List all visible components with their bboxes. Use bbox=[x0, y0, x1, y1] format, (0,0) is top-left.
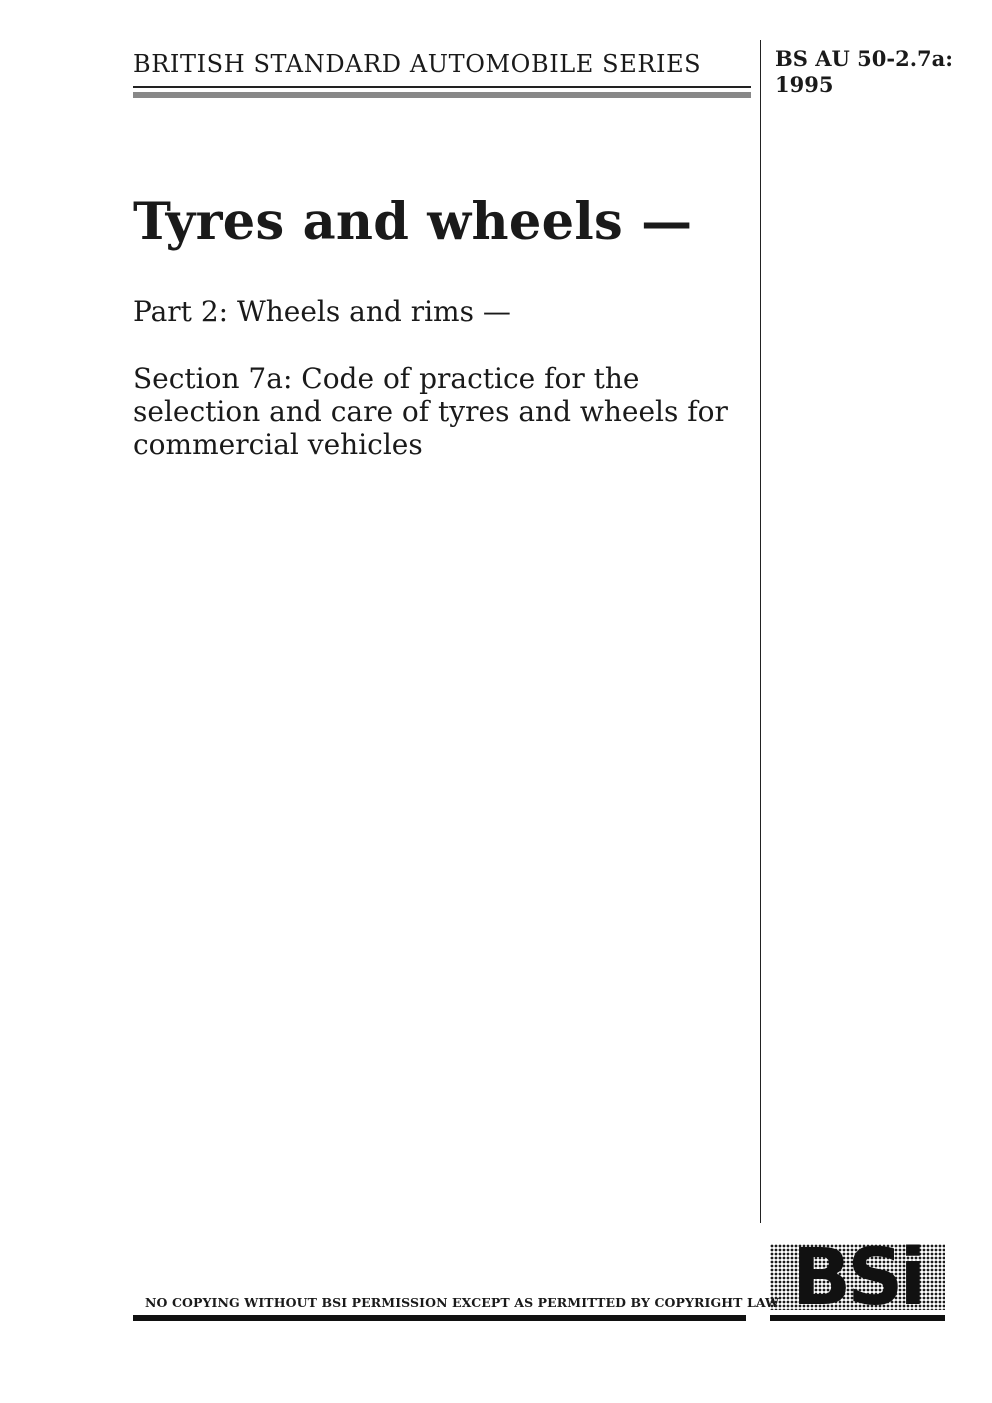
series-title: BRITISH STANDARD AUTOMOBILE SERIES bbox=[133, 50, 702, 78]
section-title: Section 7a: Code of practice for the selection and care of tyres and wheels for commercial vehicles bbox=[133, 362, 728, 461]
document-title: Tyres and wheels — bbox=[133, 192, 693, 252]
footer-rule bbox=[133, 1315, 746, 1321]
part-title: Part 2: Wheels and rims — bbox=[133, 295, 511, 328]
header-rule-thin bbox=[133, 86, 751, 88]
header-rule-thick bbox=[133, 92, 751, 98]
vertical-divider bbox=[760, 40, 761, 1223]
copyright-notice: NO COPYING WITHOUT BSI PERMISSION EXCEPT AS PERMITTED BY COPYRIGHT LAW bbox=[145, 1295, 780, 1310]
standard-number: BS AU 50-2.7a: bbox=[775, 46, 953, 71]
standard-year: 1995 bbox=[775, 72, 834, 97]
bsi-logo-lettering: BSi bbox=[791, 1244, 923, 1310]
standard-reference bbox=[775, 46, 953, 98]
logo-rule bbox=[770, 1315, 945, 1321]
bsi-logo bbox=[770, 1244, 945, 1310]
